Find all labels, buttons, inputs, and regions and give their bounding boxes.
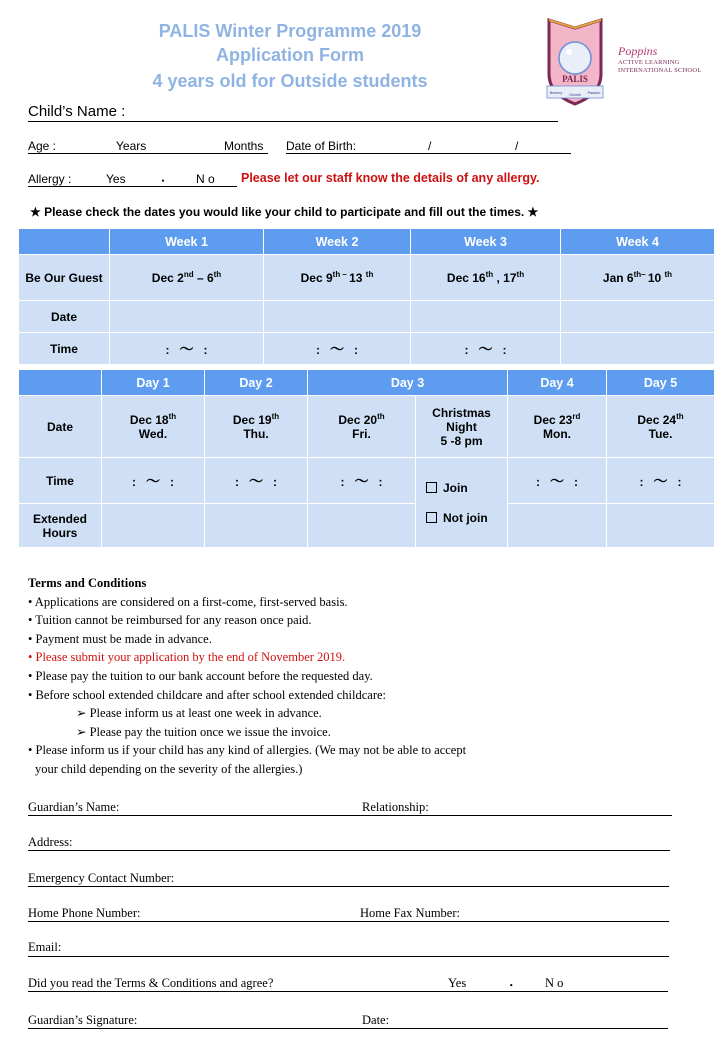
week-2-header: Week 2 bbox=[264, 229, 411, 255]
poppins-sub1: ACTIVE LEARNING bbox=[618, 59, 680, 66]
allergy-note: Please let our staff know the details of any allergy. bbox=[241, 171, 540, 185]
day-2-date[interactable]: Dec 19th Thu. bbox=[205, 396, 308, 458]
svg-text:Passion: Passion bbox=[587, 91, 601, 95]
day-4-extended-field[interactable] bbox=[508, 504, 607, 548]
day-4-date[interactable]: Dec 23rd Mon. bbox=[508, 396, 607, 458]
terms-deadline-item: • Please submit your application by the end of November 2019. bbox=[28, 650, 346, 665]
week-2-date-field[interactable] bbox=[264, 301, 411, 333]
day-1-date[interactable]: Dec 18th Wed. bbox=[102, 396, 205, 458]
dob-label: Date of Birth: bbox=[286, 139, 357, 153]
home-fax-label: Home Fax Number: bbox=[360, 906, 460, 920]
email-label: Email: bbox=[28, 940, 62, 954]
phone-fax-field[interactable] bbox=[28, 921, 669, 922]
terms-item: • Tuition cannot be reimbursed for any reason once paid. bbox=[28, 613, 312, 628]
day-2-time-field[interactable]: : 〜 : bbox=[205, 458, 308, 504]
terms-title: Terms and Conditions bbox=[28, 576, 147, 590]
allergy-no[interactable]: N o bbox=[196, 172, 215, 186]
day-4-time-field[interactable]: : 〜 : bbox=[508, 458, 607, 504]
signature-field[interactable] bbox=[28, 1028, 668, 1029]
week-4-date-field[interactable] bbox=[561, 301, 715, 333]
address-label: Address: bbox=[28, 835, 73, 849]
allergy-dot: ・ bbox=[157, 174, 170, 188]
week-4-time-field[interactable] bbox=[561, 333, 715, 365]
agree-question: Did you read the Terms & Conditions and agree? bbox=[28, 976, 274, 990]
svg-text:Bravery: Bravery bbox=[549, 91, 563, 95]
form-title-line2: Application Form bbox=[216, 45, 364, 65]
dob-separator-1: / bbox=[428, 139, 432, 153]
week-1-header: Week 1 bbox=[110, 229, 264, 255]
emergency-contact-field[interactable] bbox=[28, 886, 669, 887]
week-2-dates[interactable]: Dec $9^{th -}$ 13 $^{th}$ bbox=[264, 255, 411, 301]
guardian-name-label: Guardian’s Name: bbox=[28, 800, 120, 814]
months-label: Months bbox=[224, 139, 264, 153]
row-guest-label: Be Our Guest bbox=[19, 255, 110, 301]
guardian-name-field[interactable] bbox=[28, 815, 672, 816]
child-name-label: Child’s Name : bbox=[28, 103, 126, 120]
agree-dot: ・ bbox=[505, 979, 518, 993]
signature-label: Guardian’s Signature: bbox=[28, 1013, 138, 1027]
dob-separator-2: / bbox=[515, 139, 519, 153]
days-row-extended-label: Extended Hours bbox=[19, 504, 102, 548]
week-2-time-field[interactable]: : 〜 : bbox=[264, 333, 411, 365]
terms-sub-item: ➢ Please inform us at least one week in advance. bbox=[76, 706, 322, 721]
instruction-text: ★ Please check the dates you would like your child to participate and fill out the times. ★ bbox=[30, 205, 539, 219]
allergy-yes[interactable]: Yes bbox=[106, 172, 126, 186]
poppins-sub2: INTERNATIONAL SCHOOL bbox=[618, 67, 702, 74]
day-5-extended-field[interactable] bbox=[607, 504, 715, 548]
week-3-time-field[interactable]: : 〜 : bbox=[411, 333, 561, 365]
child-name-field[interactable] bbox=[28, 121, 558, 122]
christmas-night-options bbox=[416, 458, 508, 548]
week-3-header: Week 3 bbox=[411, 229, 561, 255]
years-label: Years bbox=[116, 139, 147, 153]
day-3-time-field[interactable]: : 〜 : bbox=[308, 458, 416, 504]
row-date-label: Date bbox=[19, 301, 110, 333]
terms-sub-item: ➢ Please pay the tuition once we issue the invoice. bbox=[76, 724, 331, 739]
signature-date-label: Date: bbox=[362, 1013, 390, 1027]
not-join-option[interactable]: Not join bbox=[426, 511, 507, 525]
day-2-header: Day 2 bbox=[205, 370, 308, 396]
terms-item: • Before school extended childcare and after school extended childcare: bbox=[28, 687, 387, 702]
agree-yes[interactable]: Yes bbox=[448, 976, 467, 990]
day-4-header: Day 4 bbox=[508, 370, 607, 396]
day-3-header: Day 3 bbox=[308, 370, 508, 396]
week-1-dates[interactable]: Dec 2nd – 6th bbox=[110, 255, 264, 301]
poppins-logo bbox=[618, 44, 718, 75]
weeks-corner bbox=[19, 229, 110, 255]
form-title-line1: PALIS Winter Programme 2019 bbox=[158, 21, 422, 41]
join-option[interactable]: Join bbox=[426, 481, 507, 495]
terms-item: • Please pay the tuition to our bank account before the requested day. bbox=[28, 668, 373, 683]
home-phone-label: Home Phone Number: bbox=[28, 906, 141, 920]
christmas-night-date[interactable]: Christmas Night 5 -8 pm bbox=[416, 396, 508, 458]
terms-item: • Payment must be made in advance. bbox=[28, 631, 212, 646]
day-1-time-field[interactable]: : 〜 : bbox=[102, 458, 205, 504]
dob-field[interactable] bbox=[286, 153, 571, 154]
day-5-header: Day 5 bbox=[607, 370, 715, 396]
agree-field bbox=[28, 991, 668, 992]
relationship-label: Relationship: bbox=[362, 800, 429, 814]
day-1-extended-field[interactable] bbox=[102, 504, 205, 548]
days-row-time-label: Time bbox=[19, 458, 102, 504]
emergency-contact-label: Emergency Contact Number: bbox=[28, 871, 175, 885]
day-3-extended-field[interactable] bbox=[308, 504, 416, 548]
palis-logo bbox=[545, 16, 605, 108]
svg-text:Growth: Growth bbox=[569, 93, 581, 97]
age-label: Age : bbox=[28, 139, 57, 153]
not-join-checkbox[interactable] bbox=[426, 512, 437, 523]
row-time-label: Time bbox=[19, 333, 110, 365]
week-4-header: Week 4 bbox=[561, 229, 715, 255]
weeks-table bbox=[18, 228, 715, 365]
day-2-extended-field[interactable] bbox=[205, 504, 308, 548]
terms-item: • Please inform us if your child has any kind of allergies. (We may not be able to accept bbox=[28, 743, 467, 758]
week-3-date-field[interactable] bbox=[411, 301, 561, 333]
form-title-line3: 4 years old for Outside students bbox=[152, 71, 428, 91]
terms-section bbox=[28, 574, 668, 779]
terms-item: • Applications are considered on a first-come, first-served basis. bbox=[28, 594, 348, 609]
address-field[interactable] bbox=[28, 850, 670, 851]
week-3-dates[interactable]: Dec 16th , 17th bbox=[411, 255, 561, 301]
agree-no[interactable]: N o bbox=[545, 976, 564, 990]
days-corner bbox=[19, 370, 102, 396]
week-4-dates[interactable]: Jan $6^{th-}$ 10 $^{th}$ bbox=[561, 255, 715, 301]
day-5-date[interactable]: Dec 24th Tue. bbox=[607, 396, 715, 458]
week-1-date-field[interactable] bbox=[110, 301, 264, 333]
email-field[interactable] bbox=[28, 956, 669, 957]
week-1-time-field[interactable]: : 〜 : bbox=[110, 333, 264, 365]
allergy-field bbox=[28, 186, 237, 187]
day-5-time-field[interactable]: : 〜 : bbox=[607, 458, 715, 504]
join-checkbox[interactable] bbox=[426, 482, 437, 493]
days-row-date-label: Date bbox=[19, 396, 102, 458]
terms-item-continued: your child depending on the severity of the allergies.) bbox=[35, 761, 303, 776]
logo-text: PALIS bbox=[562, 74, 588, 84]
days-table bbox=[18, 369, 715, 548]
day-1-header: Day 1 bbox=[102, 370, 205, 396]
poppins-name: Poppins bbox=[618, 44, 658, 58]
age-field[interactable] bbox=[28, 153, 268, 154]
day-3-date[interactable]: Dec 20th Fri. bbox=[308, 396, 416, 458]
allergy-label: Allergy : bbox=[28, 172, 72, 186]
